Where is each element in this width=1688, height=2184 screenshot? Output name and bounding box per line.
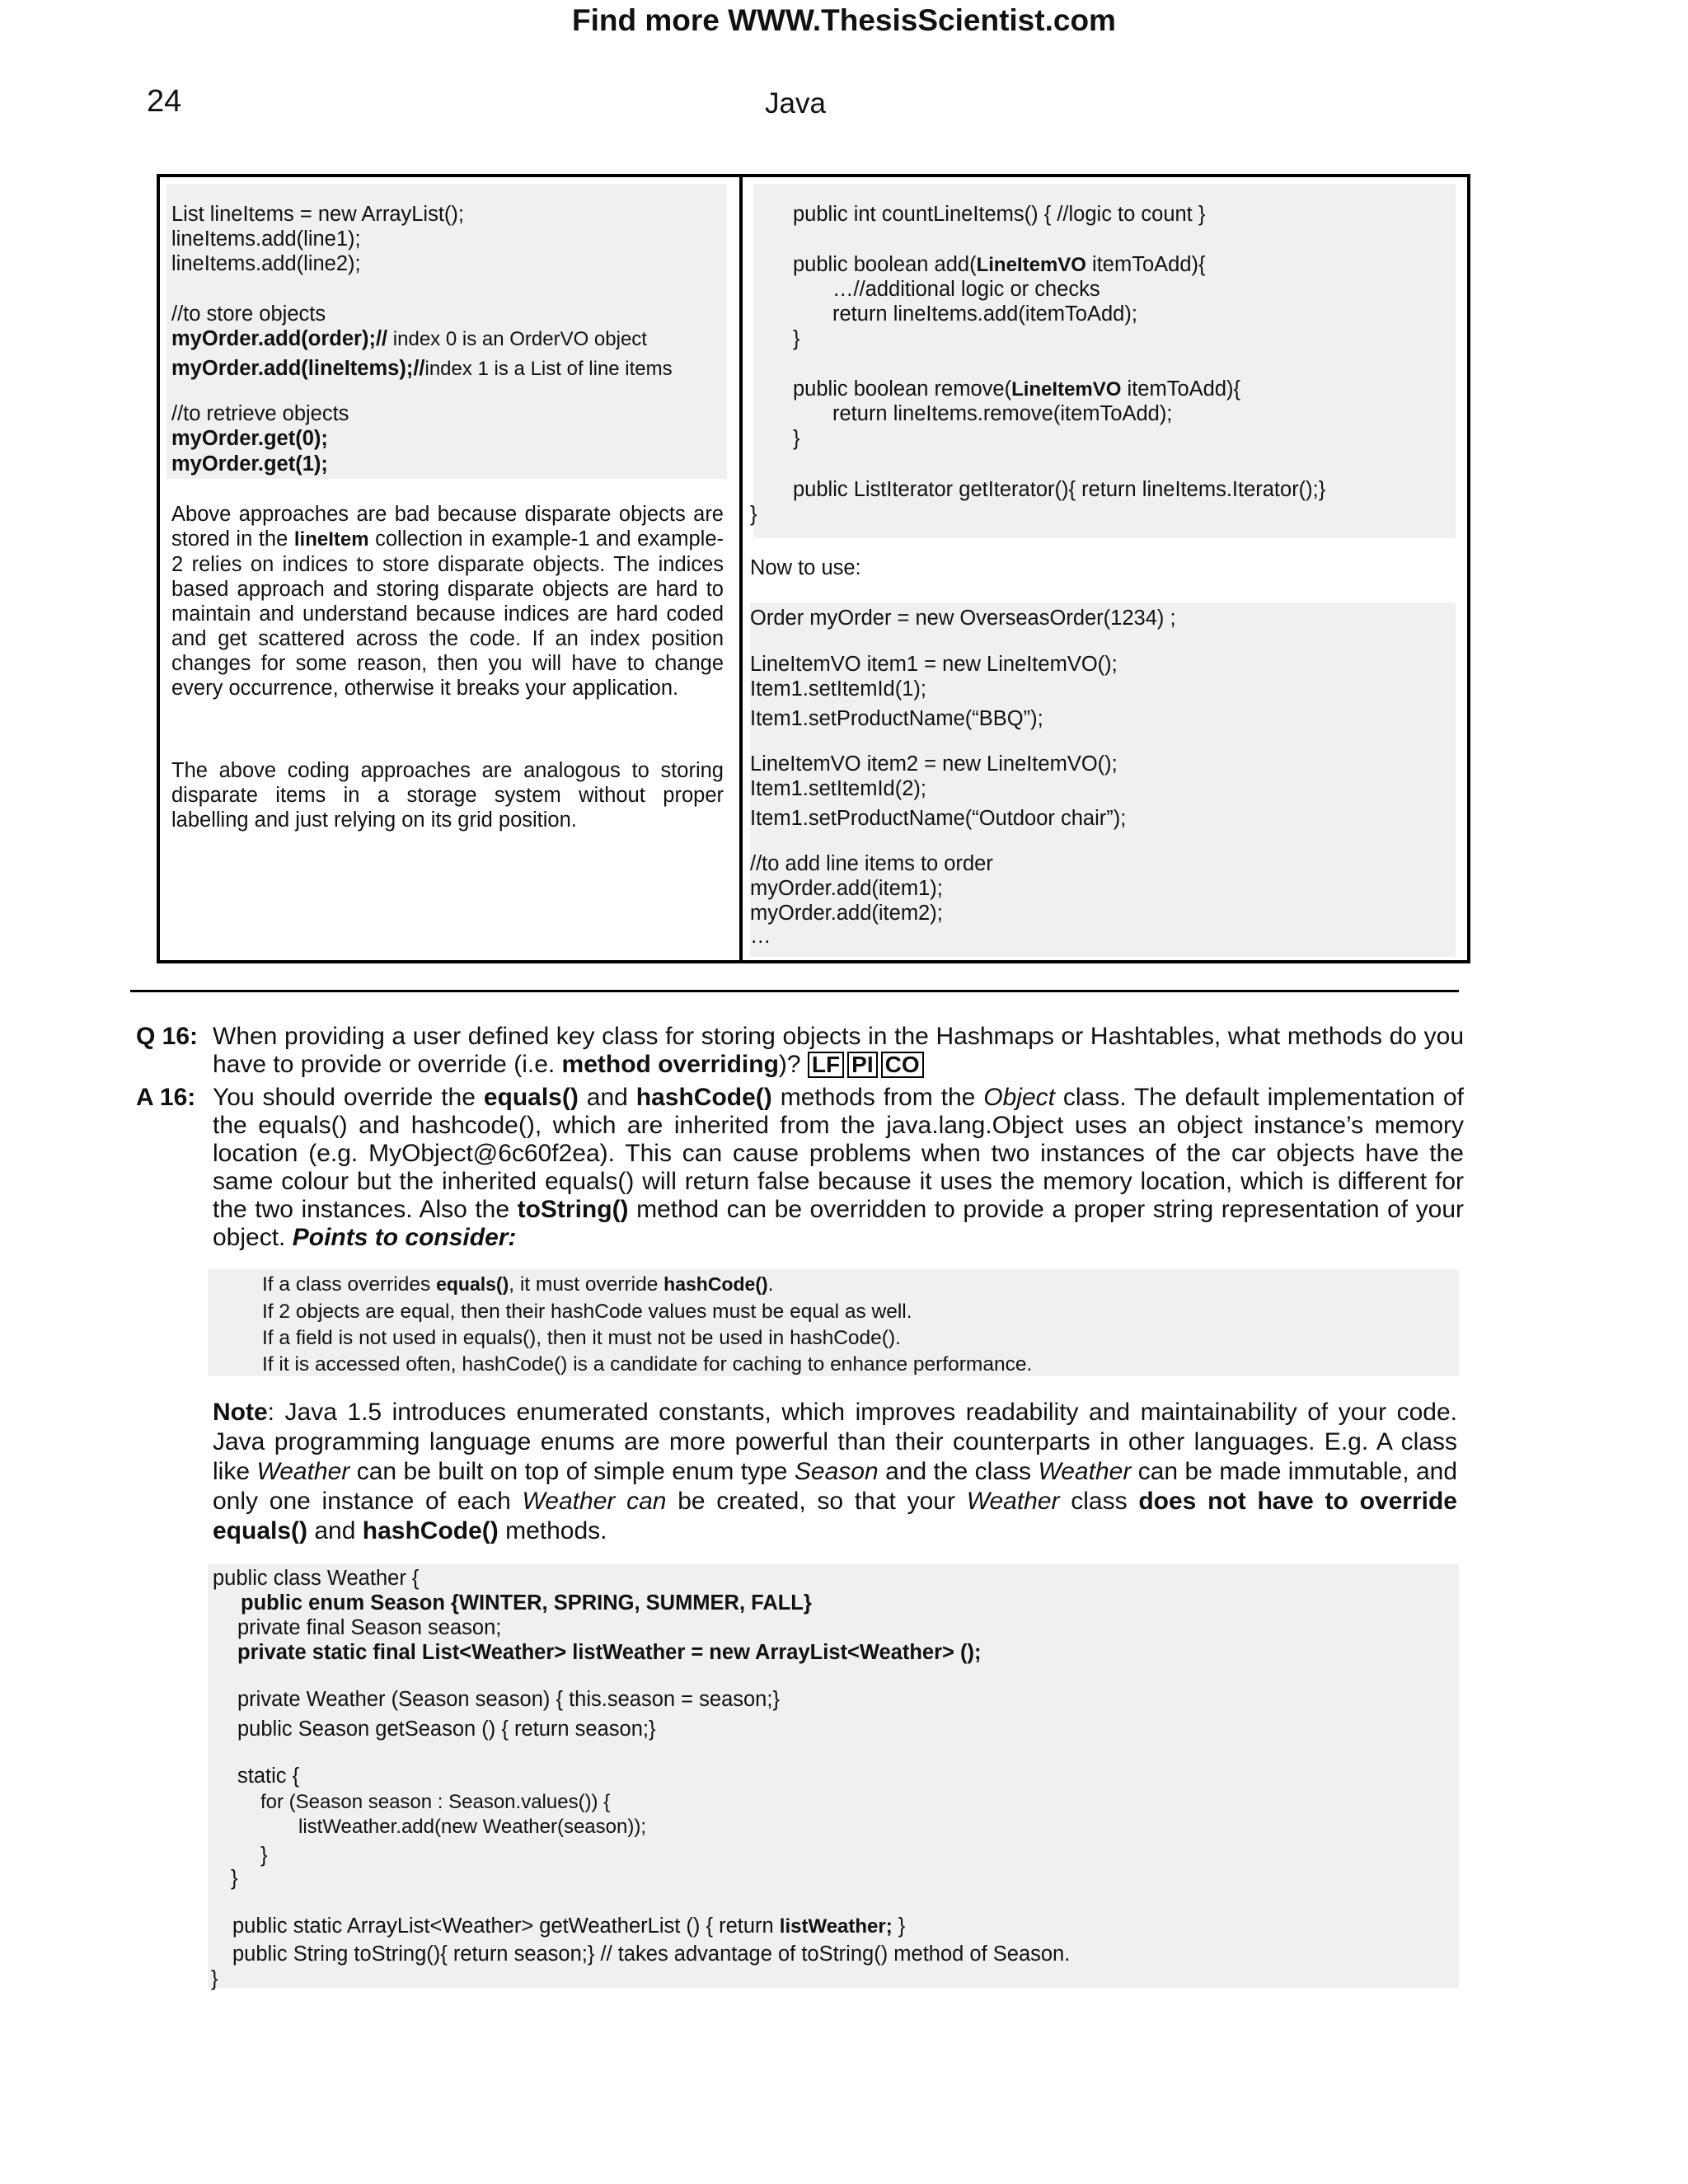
code-line: listWeather.add(new Weather(season)); [298, 1816, 646, 1838]
code-line: return lineItems.remove(itemToAdd); [832, 402, 1173, 425]
page-number: 24 [147, 84, 182, 119]
code-line: private Weather (Season season) { this.season = season;} [237, 1688, 780, 1711]
code-line: Item1.setProductName(“BBQ”); [750, 707, 1043, 730]
code-line: Order myOrder = new OverseasOrder(1234) ; [750, 607, 1176, 630]
running-title: Java [765, 87, 826, 120]
code-line: } [750, 503, 757, 526]
site-banner: Find more WWW.ThesisScientist.com [572, 3, 1116, 37]
code-line: } [793, 427, 800, 450]
code-line: Item1.setItemId(2); [750, 777, 926, 800]
code-line: //to add line items to order [750, 852, 993, 875]
code-line: public String toString(){ return season;} // takes advantage of toString() method of Season. [232, 1943, 1071, 1966]
question-label: Q 16: [136, 1023, 199, 1050]
code-line: myOrder.get(0); [171, 427, 328, 450]
code-line [171, 326, 647, 352]
code-line [171, 356, 673, 382]
code-line: public Season getSeason () { return season;} [237, 1718, 656, 1741]
code-line: //to store objects [171, 302, 326, 326]
code-line: public boolean add(LineItemVO itemToAdd){ [793, 253, 1206, 276]
code-line: lineItems.add(line2); [171, 252, 361, 275]
code-line: public class Weather { [213, 1567, 420, 1590]
point-item: If a class overrides equals(), it must override hashCode(). [262, 1273, 774, 1296]
code-line: Item1.setItemId(1); [750, 677, 926, 701]
code-line: myOrder.add(item1); [750, 877, 943, 900]
code-line: List lineItems = new ArrayList(); [171, 203, 464, 226]
code-comment: index 1 is a List of line items [424, 358, 673, 380]
code-bold: myOrder.add(lineItems);// [171, 357, 425, 380]
code-line: } [231, 1867, 238, 1890]
point-item: If it is accessed often, hashCode() is a candidate for caching to enhance performance. [262, 1353, 1033, 1376]
code-line: … [750, 925, 771, 948]
code-line: myOrder.add(item2); [750, 902, 943, 925]
code-line: LineItemVO item1 = new LineItemVO(); [750, 653, 1118, 676]
code-line: public boolean remove(LineItemVO itemToAdd){ [793, 377, 1241, 401]
note-paragraph: Note: Java 1.5 introduces enumerated constants, which improves readability and maintainability of your code. Java programming language enums are more powerful than their counterparts in other languages. E.g. A class like Weather can be built on top of simple enum type Season and the class Weather can be made immutable, and only one instance of each Weather can be created, so that your Weather class does not have to override equals() and hashCode() methods. [213, 1399, 1458, 1544]
code-line: public enum Season {WINTER, SPRING, SUMMER, FALL} [241, 1591, 812, 1615]
point-item: If a field is not used in equals(), then it must not be used in hashCode(). [262, 1327, 901, 1349]
code-line: public int countLineItems() { //logic to count } [793, 203, 1206, 226]
code-line: return lineItems.add(itemToAdd); [832, 302, 1137, 326]
topic-tag: CO [881, 1052, 924, 1078]
code-line: myOrder.get(1); [171, 452, 328, 476]
code-line: lineItems.add(line1); [171, 227, 361, 251]
point-item: If 2 objects are equal, then their hashCode values must be equal as well. [262, 1301, 912, 1323]
answer-label: A 16: [136, 1084, 196, 1111]
code-line: public static ArrayList<Weather> getWeatherList () { return listWeather; } [232, 1915, 906, 1938]
question-text: When providing a user defined key class for storing objects in the Hashmaps or Hashtables, what methods do you have to provide or override (i.e. method overriding)? LF PI CO [213, 1023, 1464, 1078]
code-line: LineItemVO item2 = new LineItemVO(); [750, 752, 1118, 776]
code-line: private final Season season; [237, 1616, 502, 1639]
code-line: Item1.setProductName(“Outdoor chair”); [750, 807, 1127, 830]
explanation-paragraph: Above approaches are bad because disparate objects are stored in the lineItem collection in example-1 and example-2 relies on indices to store disparate objects. The indices based approach and storing disparate objects are hard to maintain and understand because indices are hard coded and get scattered across the code. If an index position changes for some reason, then you will have to change every occurrence, otherwise it breaks your application. [171, 503, 724, 700]
answer-text: You should override the equals() and hashCode() methods from the Object class. The default implementation of the equals() and hashcode(), which are inherited from the java.lang.Object uses an object instance’s memory location (e.g. MyObject@6c60f2ea). This can cause problems when two instances of the car objects have the same colour but the inherited equals() will return false because it uses the memory location, which is different for the two instances. Also the toString() method can be overridden to provide a proper string representation of your object. Points to consider: [213, 1084, 1464, 1251]
code-comment: index 0 is an OrderVO object [387, 328, 647, 350]
analogy-paragraph: The above coding approaches are analogous to storing disparate items in a storage system without proper labelling and just relying on its grid position. [171, 759, 724, 832]
code-line: } [260, 1844, 268, 1867]
code-comparison-box [157, 174, 1470, 963]
code-line: //to retrieve objects [171, 402, 349, 425]
topic-tag: PI [847, 1052, 877, 1078]
code-line: private static final List<Weather> listWeather = new ArrayList<Weather> (); [237, 1641, 982, 1664]
code-line: } [211, 1967, 218, 1990]
column-divider [739, 177, 743, 960]
code-line: public ListIterator getIterator(){ return lineItems.Iterator();} [793, 478, 1326, 501]
code-line: …//additional logic or checks [832, 278, 1100, 301]
code-line: for (Season season : Season.values()) { [260, 1791, 611, 1813]
section-divider [130, 990, 1459, 992]
code-line: static { [237, 1765, 300, 1788]
code-bold: myOrder.add(order);// [171, 327, 388, 350]
now-to-use-label: Now to use: [750, 556, 861, 579]
code-line: } [793, 327, 800, 350]
topic-tag: LF [808, 1052, 844, 1078]
